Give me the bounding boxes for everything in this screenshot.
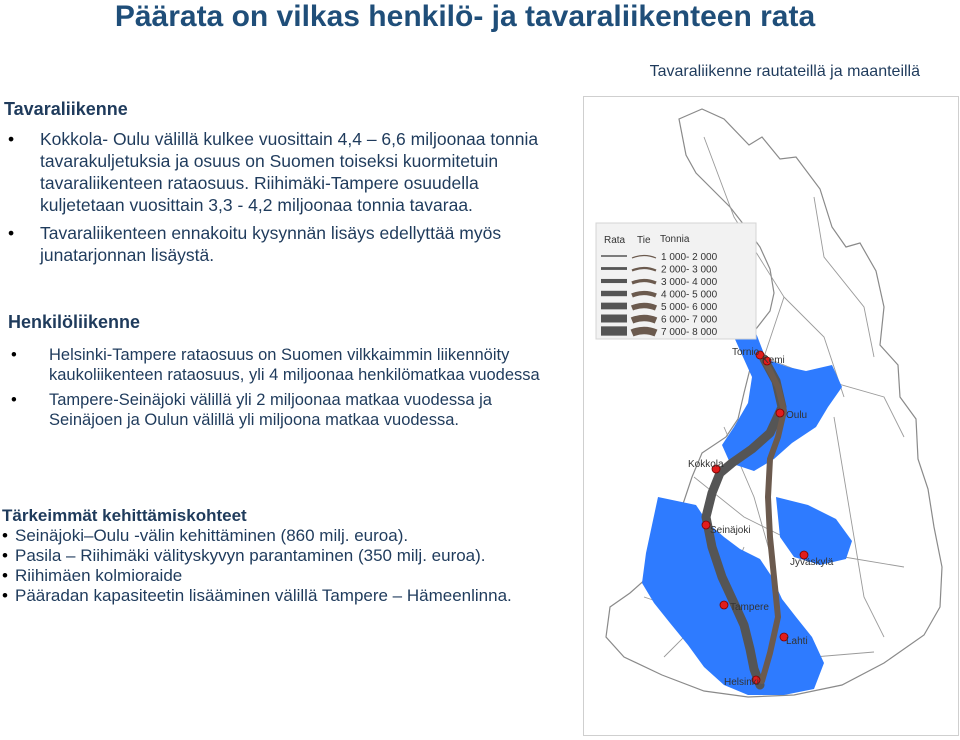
finland-freight-map [583, 96, 959, 736]
list-item: • Riihimäen kolmioraide [2, 566, 572, 586]
list-item: • Tavaraliikenteen ennakoitu kysynnän lisäys edellyttää myös junatarjonnan lisäystä. [4, 222, 564, 266]
priorities-list [2, 526, 572, 606]
priorities-heading: Tärkeimmät kehittämiskohteet [2, 506, 247, 525]
legend-header-tie: Tie [637, 235, 651, 246]
legend-range-label: 2 000- 3 000 [661, 264, 718, 276]
legend-road-symbol [632, 306, 656, 309]
legend-rail-symbol [601, 279, 627, 283]
legend-header-tonnia: Tonnia [660, 234, 690, 245]
freight-heading: Tavaraliikenne [4, 99, 128, 119]
map-caption: Tavaraliikenne rautateillä ja maanteillä [649, 63, 920, 80]
passenger-list [8, 345, 568, 430]
legend-rail-symbol [601, 291, 627, 296]
city-label: Helsinki [724, 677, 760, 688]
city-label: Oulu [786, 410, 808, 421]
freight-list [4, 128, 564, 266]
legend-rail-symbol [601, 315, 627, 323]
city-label: Jyväskylä [790, 557, 834, 568]
legend-range-label: 5 000- 6 000 [661, 302, 718, 313]
legend-range-label: 3 000- 4 000 [661, 277, 718, 288]
legend-road-symbol [632, 293, 656, 296]
list-item: • Pääradan kapasiteetin lisääminen välillä Tampere – Hämeenlinna. [2, 586, 572, 606]
legend-rail-symbol [601, 267, 627, 270]
map-svg [584, 97, 958, 735]
freight-section [4, 99, 564, 272]
legend-range-label: 4 000- 5 000 [661, 289, 718, 301]
page-title: Päärata on vilkas henkilö- ja tavaraliikenteen rata [114, 0, 816, 33]
list-item: • Seinäjoki–Oulu -välin kehittäminen (860 milj. euroa). [2, 526, 572, 546]
legend-header-rata: Rata [604, 235, 626, 246]
legend-range-label: 7 000- 8 000 [661, 327, 718, 338]
list-item: • Tampere-Seinäjoki välillä yli 2 miljoonaa matkaa vuodessa ja Seinäjoen ja Oulun välillä yli miljoona matkaa vuodessa. [8, 390, 568, 430]
city-label: Lahti [786, 636, 808, 647]
list-item: • Kokkola- Oulu välillä kulkee vuosittain 4,4 – 6,6 miljoonaa tonnia tavarakuljetuksia ja osuus on Suomen toiseksi kuormitetuin tavaraliikenteen rataosuus. Riihimäki-Tampere osuudella kuljetetaan vuosittain 3,3 - 4,2 miljoonaa tonnia tavaraa. [4, 128, 564, 216]
legend-range-label: 1 000- 2 000 [661, 252, 718, 263]
city-label: Tornio [732, 347, 760, 358]
legend-rail-symbol [601, 255, 627, 257]
passenger-section [8, 312, 568, 435]
legend [596, 223, 756, 339]
legend-rail-symbol [601, 303, 627, 310]
city-label: Tampere [730, 602, 769, 613]
legend-road-symbol [632, 331, 656, 334]
city-marker [720, 601, 728, 609]
legend-rail-symbol [601, 326, 627, 335]
city-marker [776, 409, 784, 417]
priorities-section [2, 506, 572, 606]
passenger-heading: Henkilöliikenne [8, 312, 141, 332]
city-marker [702, 521, 710, 529]
legend-range-label: 6 000- 7 000 [661, 314, 718, 326]
legend-road-symbol [632, 318, 656, 321]
city-label: Seinäjoki [710, 525, 751, 536]
city-label: Kokkola [688, 459, 724, 470]
list-item: • Helsinki-Tampere rataosuus on Suomen vilkkaimmin liikennöity kaukoliikenteen rataosuus, yli 4 miljoonaa henkilömatkaa vuodessa [8, 345, 568, 385]
city-label: Kemi [762, 355, 785, 366]
list-item: • Pasila – Riihimäki välityskyvyn parantaminen (350 milj. euroa). [2, 546, 572, 566]
